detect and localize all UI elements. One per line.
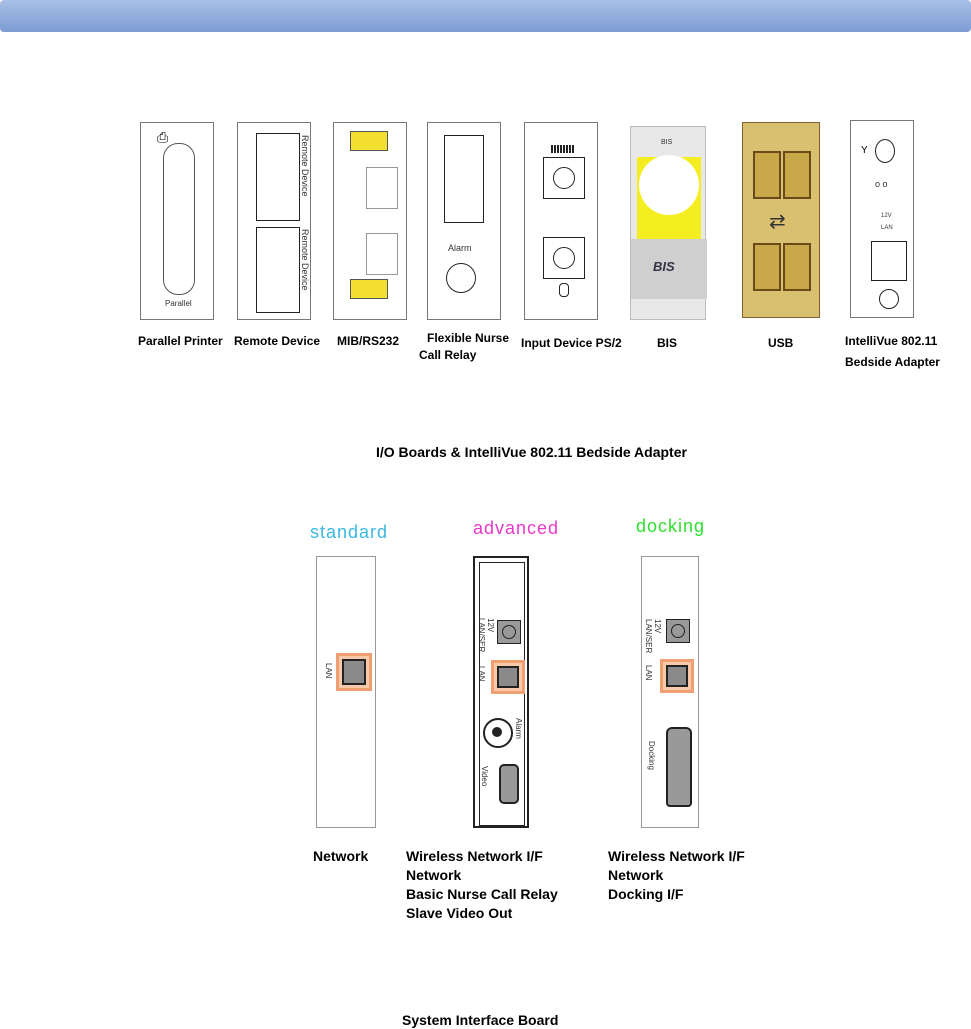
remote-device-port-bottom (256, 227, 300, 313)
alarm-jack (446, 263, 476, 293)
advanced-desc-2: Network (406, 867, 462, 883)
dock-lan-port (660, 659, 694, 693)
type-standard: standard (310, 522, 389, 542)
bis-label: BIS (657, 336, 678, 350)
adapter-lan-port (871, 241, 907, 281)
mouse-icon (559, 283, 569, 297)
dock-12v-port (666, 619, 690, 643)
usb-panel (742, 122, 820, 318)
header-bar (0, 0, 971, 32)
mib-rs232-panel (333, 122, 407, 320)
printer-icon: ⎙ (157, 129, 169, 145)
adapter-jack-bottom (879, 289, 899, 309)
keyboard-icon (551, 145, 575, 153)
advanced-desc-4: Slave Video Out (406, 905, 513, 921)
nurse-call-label-2: Call Relay (419, 348, 477, 362)
bis-circle (639, 155, 699, 215)
standard-lan-port (336, 653, 372, 691)
nurse-call-panel (427, 122, 501, 320)
bis-top-text: BIS (661, 139, 673, 146)
adapter-jack-top (875, 139, 895, 163)
adv-alarm-jack (483, 718, 513, 748)
io-boards-heading: I/O Boards & IntelliVue 802.11 Bedside Adapter (376, 444, 687, 460)
antenna-icon: Υ (861, 145, 868, 156)
dock-docking-text: Docking (647, 741, 656, 770)
remote-device-port-top (256, 133, 300, 221)
nurse-call-port (444, 135, 484, 223)
mib-port-top (366, 167, 398, 209)
remote-device-text-1: Remote Device (300, 135, 310, 197)
mib-port-bottom (366, 233, 398, 275)
bis-panel (630, 126, 706, 320)
adapter-lan-text: LAN (881, 225, 893, 231)
system-interface-heading: System Interface Board (402, 1012, 559, 1028)
dock-12v-text: 12V (653, 619, 662, 634)
adapter-label-2: Bedside Adapter (845, 355, 940, 369)
standard-board (316, 556, 376, 828)
parallel-connector (163, 143, 195, 295)
dock-lanser-text: LAN/SER (644, 619, 653, 654)
usb-port-3 (753, 243, 781, 291)
docking-desc-1: Wireless Network I/F (608, 848, 745, 864)
adv-12v-port (497, 620, 521, 644)
adapter-12v-text: 12V (881, 213, 892, 219)
docking-board (641, 556, 699, 828)
type-advanced: advanced (473, 518, 560, 538)
adv-lanser-text: LAN/SER (477, 618, 486, 653)
parallel-printer-label: Parallel Printer (138, 334, 223, 348)
advanced-board (473, 556, 529, 828)
adapter-led-dots: o o (875, 179, 888, 189)
ps2-jack-bottom (553, 247, 575, 269)
docking-desc-3: Docking I/F (608, 886, 684, 902)
standard-lan-text: LAN (324, 663, 333, 679)
remote-device-text-2: Remote Device (300, 229, 310, 291)
adv-lan-port (491, 660, 525, 694)
usb-label: USB (768, 336, 794, 350)
mib-rs232-label: MIB/RS232 (337, 334, 400, 348)
input-device-label: Input Device PS/2 (521, 336, 622, 350)
usb-port-1 (753, 151, 781, 199)
remote-device-panel (237, 122, 311, 320)
nurse-call-label-1: Flexible Nurse (427, 331, 510, 345)
docking-desc-2: Network (608, 867, 664, 883)
ps2-jack-top (553, 167, 575, 189)
bis-logo: BIS (653, 259, 675, 274)
adapter-label-1: IntelliVue 802.11 (845, 334, 938, 348)
standard-desc-1: Network (313, 848, 369, 864)
usb-port-2 (783, 151, 811, 199)
bedside-adapter-panel (850, 120, 914, 318)
type-docking: docking (636, 516, 706, 536)
input-device-panel (524, 122, 598, 320)
parallel-port-label: Parallel (165, 299, 192, 308)
mib-connector-bottom (350, 279, 388, 299)
advanced-desc-1: Wireless Network I/F (406, 848, 543, 864)
advanced-desc-3: Basic Nurse Call Relay (406, 886, 558, 902)
usb-symbol-icon: ⇄ (769, 211, 786, 233)
adv-alarm-text: Alarm (514, 718, 523, 739)
adv-12v-text: 12V (486, 618, 495, 633)
dock-lan-text: LAN (644, 665, 653, 681)
adv-lan-text: LAN (477, 666, 486, 682)
mib-connector-top (350, 131, 388, 151)
adv-video-text: Video (480, 766, 489, 787)
docking-connector (666, 727, 692, 807)
remote-device-label: Remote Device (234, 334, 321, 348)
usb-port-4 (783, 243, 811, 291)
alarm-text: Alarm (448, 243, 472, 253)
parallel-printer-panel (140, 122, 214, 320)
adv-video-port (499, 764, 519, 804)
